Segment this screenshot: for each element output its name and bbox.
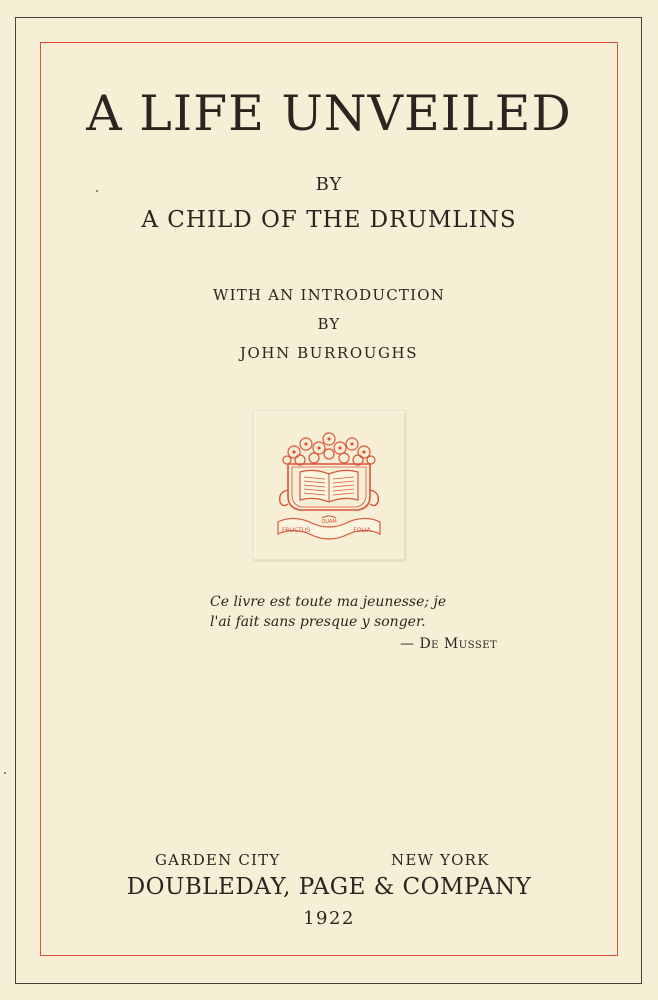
by-line: BY	[315, 174, 343, 195]
publisher-name: DOUBLEDAY, PAGE & COMPANY	[126, 874, 532, 900]
paper-speck	[96, 190, 98, 192]
introduction-line: WITH AN INTRODUCTION	[212, 286, 446, 304]
introducer-name: JOHN BURROUGHS	[239, 344, 419, 362]
epigraph-line-1: Ce livre est toute ma jeunesse; je	[210, 594, 447, 610]
publication-year: 1922	[303, 908, 355, 929]
motto-center: QUAM	[321, 519, 337, 525]
book-title: A LIFE UNVEILED	[86, 85, 572, 142]
epigraph-line-2: l'ai fait sans presque y songer.	[210, 614, 426, 630]
motto-right: FOLIA	[353, 527, 371, 534]
imprint-place-right: NEW YORK	[391, 851, 490, 869]
motto-left: FRUCTUS	[281, 527, 311, 534]
publisher-device-icon	[274, 430, 384, 545]
epigraph	[210, 592, 530, 632]
epigraph-attribution: — De Musset	[400, 636, 498, 652]
imprint-place-left: GARDEN CITY	[155, 851, 281, 869]
introduction-by-line: BY	[317, 315, 341, 333]
author-name: A CHILD OF THE DRUMLINS	[141, 207, 517, 233]
paper-speck	[4, 772, 6, 774]
